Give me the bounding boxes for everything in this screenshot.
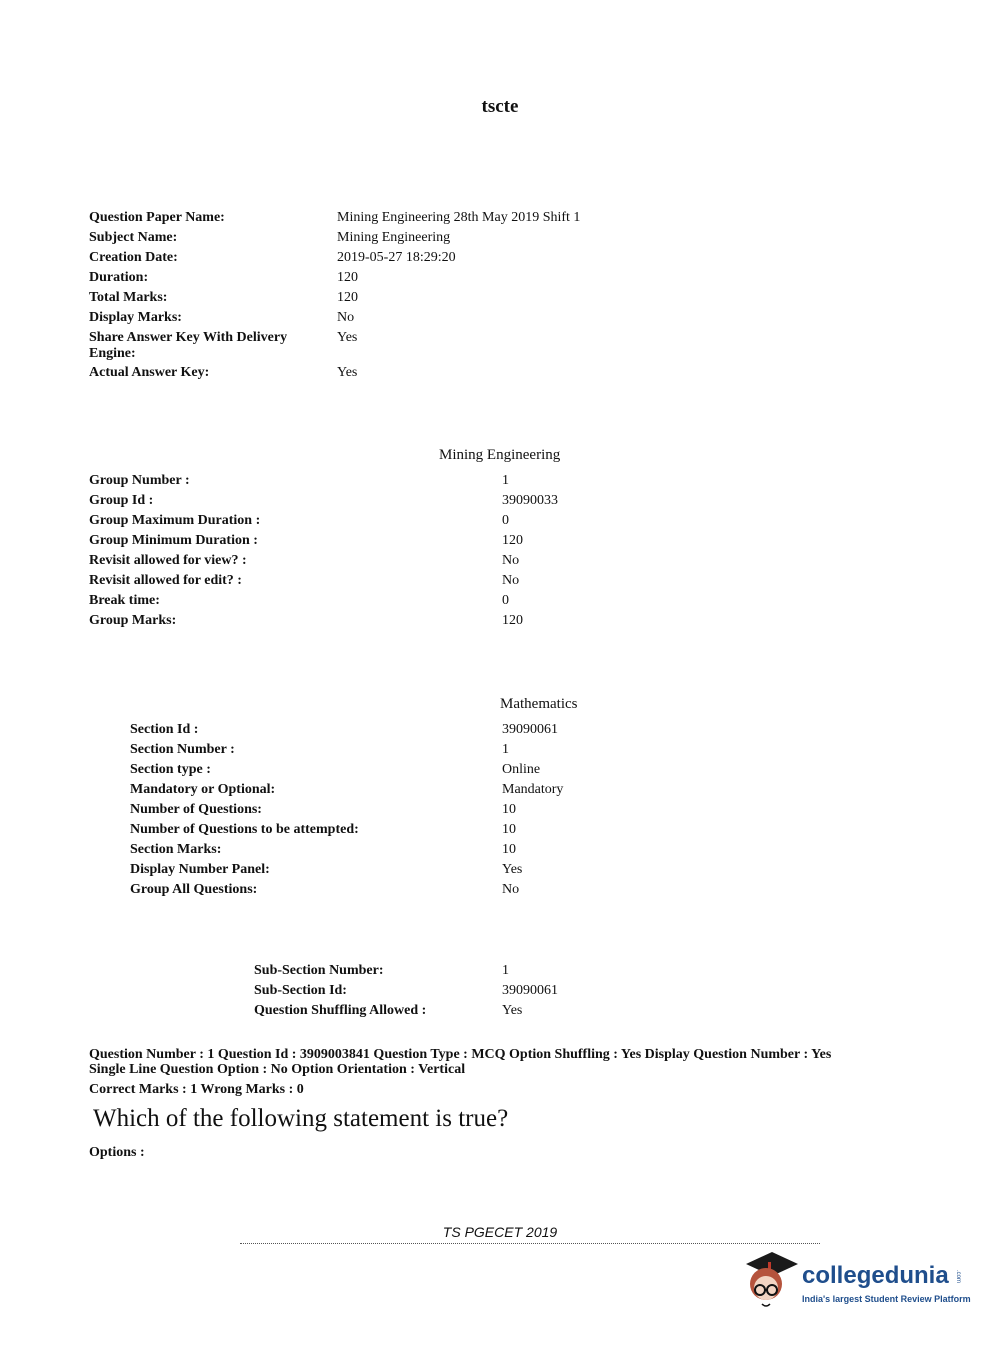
group-value: No — [502, 573, 520, 588]
subsection-value: Yes — [502, 1003, 523, 1018]
group-value: 0 — [502, 593, 509, 608]
mascot-icon — [742, 1246, 800, 1314]
section-label: Section Number : — [130, 742, 235, 757]
subsection-label: Question Shuffling Allowed : — [254, 1003, 427, 1018]
section-label: Section Id : — [130, 722, 199, 737]
paper-value: Yes — [337, 365, 358, 380]
subsection-value: 1 — [502, 963, 509, 978]
group-value: 120 — [502, 613, 523, 628]
group-value: 1 — [502, 473, 509, 488]
section-label: Section Marks: — [130, 842, 222, 857]
paper-value: No — [337, 310, 355, 325]
paper-value: Mining Engineering 28th May 2019 Shift 1 — [337, 210, 581, 225]
section-label: Number of Questions to be attempted: — [130, 822, 359, 837]
section-label: Display Number Panel: — [130, 862, 270, 877]
logo-tagline: India's largest Student Review Platform — [802, 1294, 971, 1304]
group-label: Group Marks: — [89, 613, 177, 628]
footer-divider — [240, 1243, 820, 1244]
section-label: Mandatory or Optional: — [130, 782, 276, 797]
section-label: Number of Questions: — [130, 802, 262, 817]
section-value: 10 — [502, 822, 516, 837]
subsection-label: Sub-Section Number: — [254, 963, 384, 978]
group-value: 120 — [502, 533, 523, 548]
section-value: 1 — [502, 742, 509, 757]
question-meta-2: Single Line Question Option : No Option Orientation : Vertical — [89, 1062, 466, 1077]
section-value: 39090061 — [502, 722, 558, 737]
paper-value: 120 — [337, 290, 358, 305]
group-label: Revisit allowed for view? : — [89, 553, 247, 568]
section-value: Online — [502, 762, 541, 777]
paper-label: Actual Answer Key: — [89, 365, 210, 380]
paper-label: Duration: — [89, 270, 149, 285]
page-title: tscte — [481, 96, 519, 117]
group-label: Group Maximum Duration : — [89, 513, 261, 528]
paper-label: Total Marks: — [89, 290, 168, 305]
section-heading: Mathematics — [500, 696, 578, 712]
question-text: Which of the following statement is true? — [93, 1105, 509, 1132]
options-label: Options : — [89, 1145, 145, 1160]
group-value: 39090033 — [502, 493, 558, 508]
question-meta: Question Number : 1 Question Id : 3909003841 Question Type : MCQ Option Shuffling : Yes Display Question Number : Yes — [89, 1047, 832, 1062]
footer-text: TS PGECET 2019 — [442, 1224, 558, 1240]
paper-value: 120 — [337, 270, 358, 285]
section-label: Section type : — [130, 762, 211, 777]
paper-label: Share Answer Key With Delivery Engine: — [89, 330, 288, 361]
paper-label: Creation Date: — [89, 250, 178, 265]
logo-suffix: .com — [955, 1270, 961, 1284]
group-value: 0 — [502, 513, 509, 528]
group-heading: Mining Engineering — [439, 447, 561, 463]
collegedunia-logo — [742, 1246, 971, 1316]
group-label: Group Minimum Duration : — [89, 533, 258, 548]
paper-value: Yes — [337, 330, 358, 345]
question-marks: Correct Marks : 1 Wrong Marks : 0 — [89, 1082, 304, 1097]
section-value: 10 — [502, 842, 516, 857]
section-label: Group All Questions: — [130, 882, 258, 897]
group-value: No — [502, 553, 520, 568]
section-value: 10 — [502, 802, 516, 817]
group-label: Group Number : — [89, 473, 190, 488]
paper-label: Display Marks: — [89, 310, 182, 325]
paper-value: 2019-05-27 18:29:20 — [337, 250, 456, 265]
subsection-label: Sub-Section Id: — [254, 983, 347, 998]
section-value: Mandatory — [502, 782, 564, 797]
group-label: Revisit allowed for edit? : — [89, 573, 242, 588]
paper-label: Subject Name: — [89, 230, 178, 245]
group-label: Break time: — [89, 593, 160, 608]
paper-value: Mining Engineering — [337, 230, 451, 245]
paper-label: Question Paper Name: — [89, 210, 225, 225]
section-value: No — [502, 882, 520, 897]
logo-name: collegedunia — [802, 1262, 949, 1289]
subsection-value: 39090061 — [502, 983, 558, 998]
section-value: Yes — [502, 862, 523, 877]
group-label: Group Id : — [89, 493, 154, 508]
